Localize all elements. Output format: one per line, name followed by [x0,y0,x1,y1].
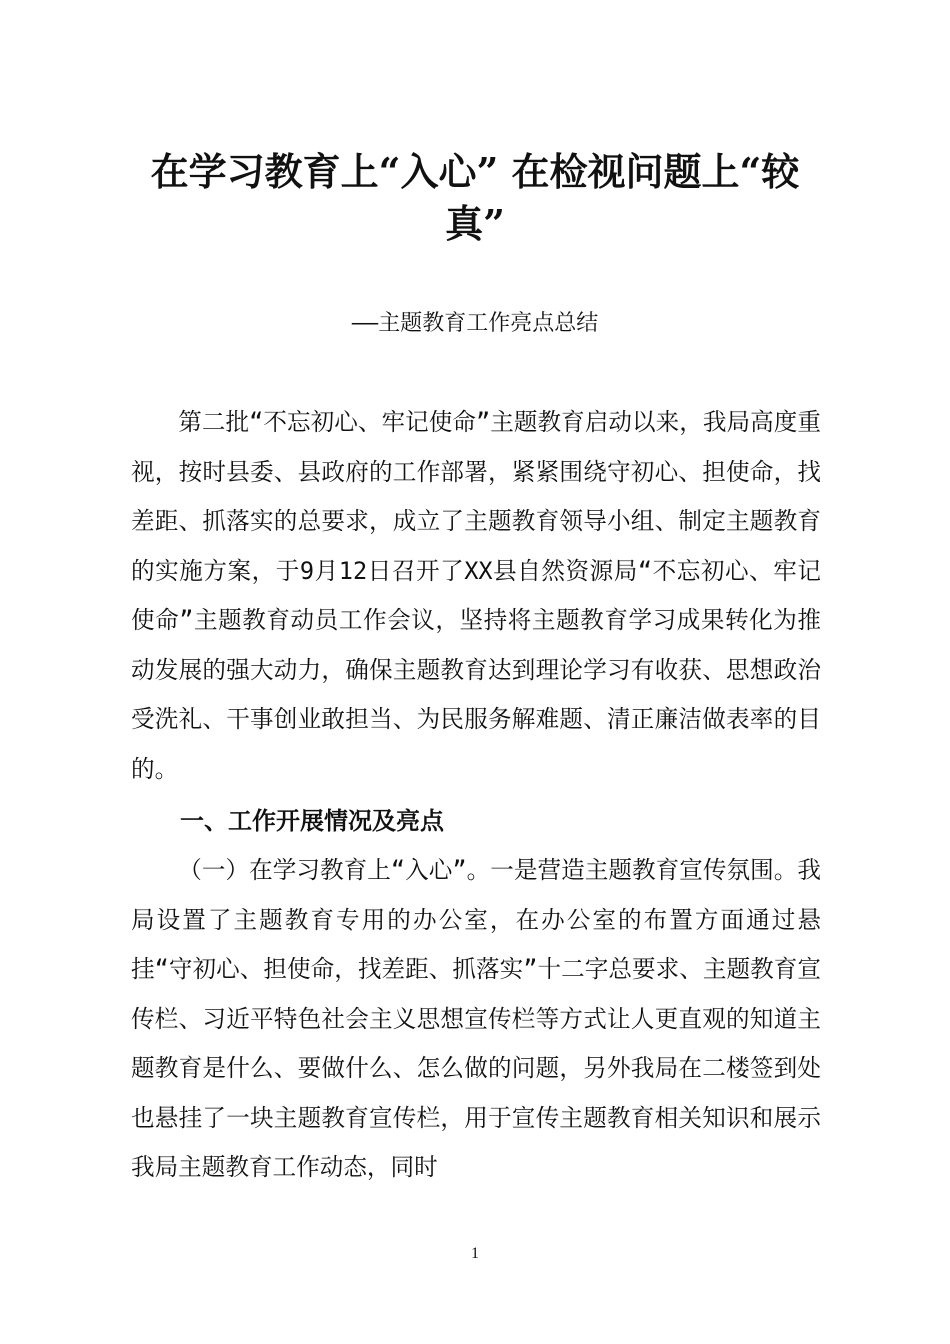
intro-paragraph: 第二批“不忘初心、牢记使命”主题教育启动以来，我局高度重视，按时县委、县政府的工作部署，紧紧围绕守初心、担使命，找差距、抓落实的总要求，成立了主题教育领导小组、制定主题教育的实施方案，于9月12日召开了XX县自然资源局“不忘初心、牢记使命”主题教育动员工作会议，坚持将主题教育学习成果转化为推动发展的强大动力，确保主题教育达到理论学习有收获、思想政治受洗礼、干事创业敢担当、为民服务解难题、清正廉洁做表率的目的。 [131,408,821,783]
body-paragraph: （一）在学习教育上“入心”。一是营造主题教育宣传氛围。我局设置了主题教育专用的办公室，在办公室的布置方面通过悬挂“守初心、担使命，找差距、抓落实”十二字总要求、主题教育宣传栏、习近平特色社会主义思想宣传栏等方式让人更直观的知道主题教育是什么、要做什么、怎么做的问题，另外我局在二楼签到处也悬挂了一块主题教育宣传栏，用于宣传主题教育相关知识和展示我局主题教育工作动态，同时 [131,856,821,1181]
document-title: 在学习教育上“入心” 在检视问题上“较真” [150,149,800,246]
section-heading: 一、工作开展情况及亮点 [180,807,444,835]
page-number: 1 [471,1245,479,1262]
document-subtitle: ——主题教育工作亮点总结 [351,311,599,336]
